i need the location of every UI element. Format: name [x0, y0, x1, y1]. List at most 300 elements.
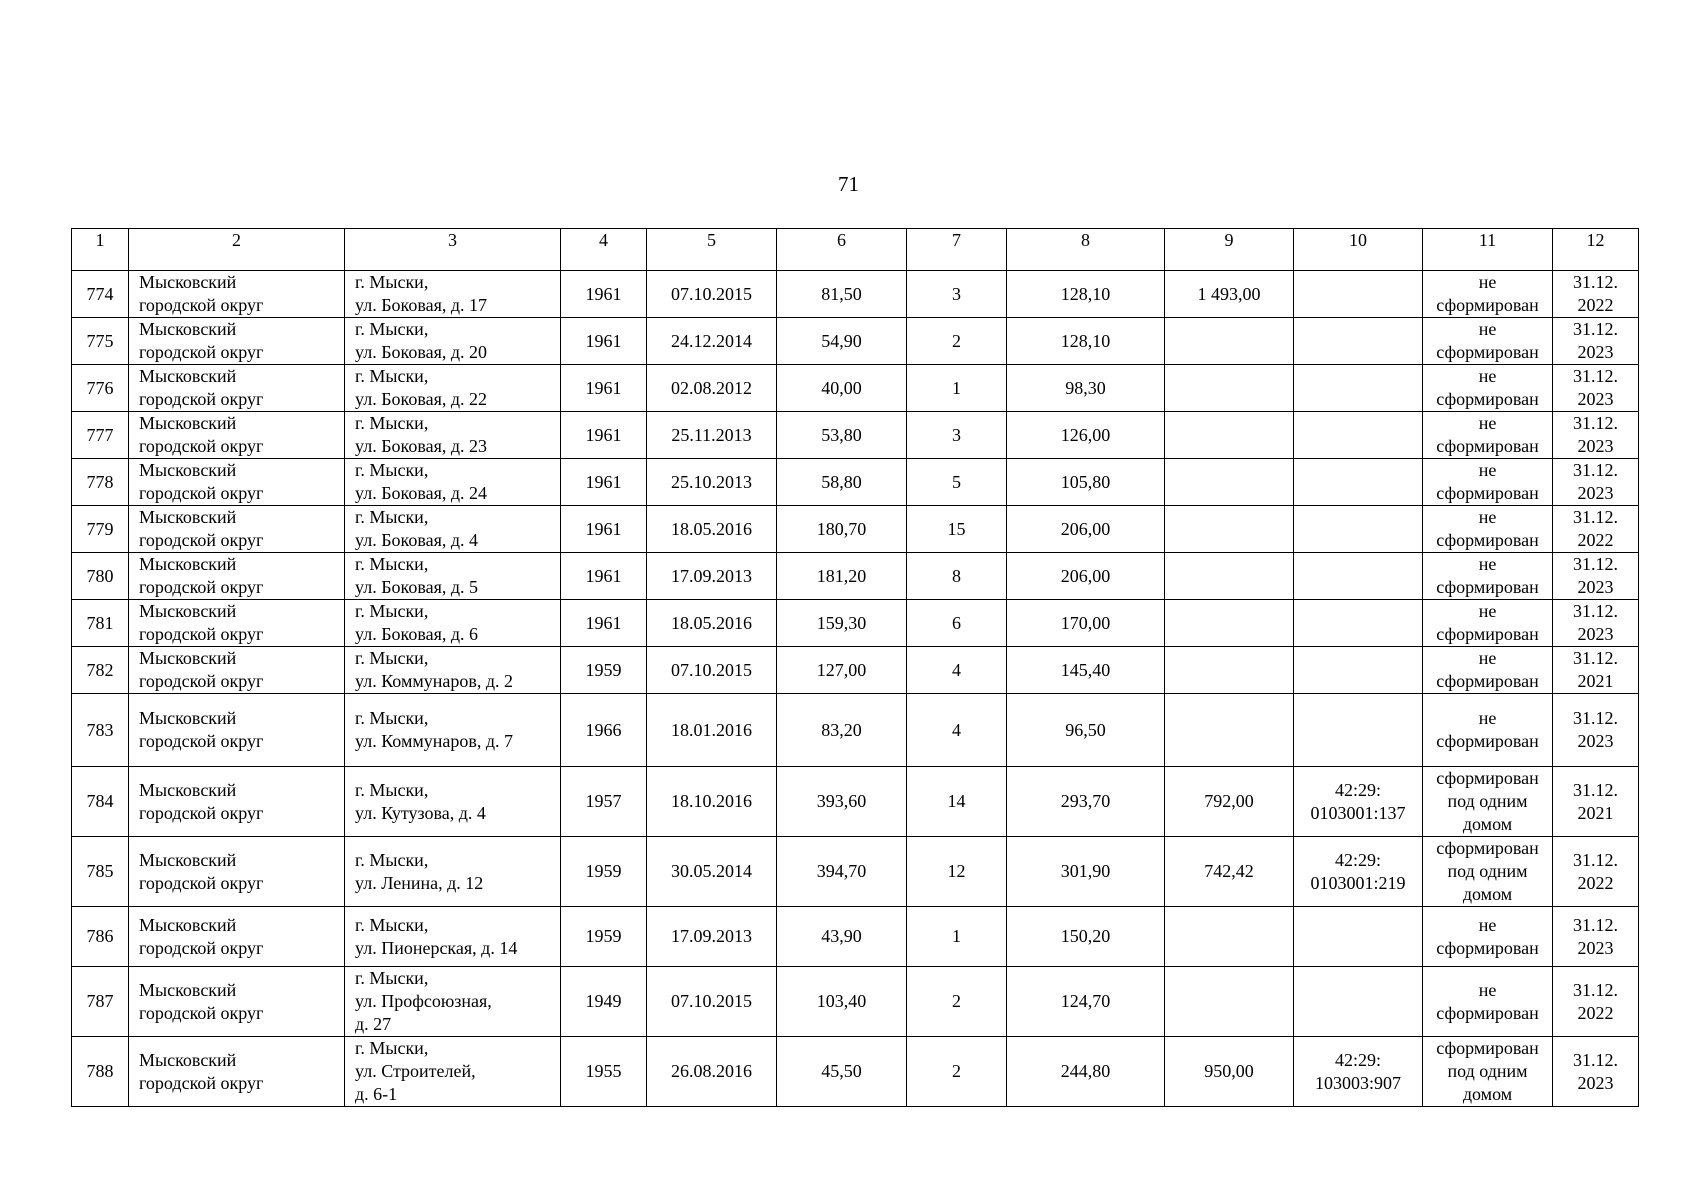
deadline-line: 2023 [1577, 577, 1614, 597]
deadline-line: 31.12. [1573, 272, 1618, 292]
column-6-cell: 54,90 [777, 318, 907, 365]
deadline-line: 31.12. [1573, 413, 1618, 433]
column-header-3: 3 [345, 229, 561, 271]
municipality-cell [129, 553, 345, 600]
header-row [72, 229, 1639, 271]
deadline-line: 31.12. [1573, 319, 1618, 339]
address-line: г. Мыски, [355, 554, 429, 574]
deadline-cell [1553, 600, 1639, 647]
column-7-cell: 6 [907, 600, 1007, 647]
address-line: ул. Боковая, д. 22 [355, 389, 488, 409]
cadastral-number-line: 0103001:219 [1310, 872, 1406, 893]
municipality-line: Мысковский [139, 849, 237, 870]
land-plot-status-line: не [1478, 554, 1497, 574]
row-number-cell: 780 [72, 553, 129, 600]
deadline-line: 31.12. [1573, 914, 1618, 935]
deadline-cell [1553, 318, 1639, 365]
date-cell: 25.10.2013 [647, 459, 777, 506]
column-7-cell: 4 [907, 694, 1007, 767]
land-plot-status-line: сформирован [1436, 624, 1539, 644]
table-row [72, 271, 1639, 318]
address-cell [345, 365, 561, 412]
deadline-cell [1553, 907, 1639, 967]
table-row [72, 506, 1639, 553]
column-8-cell: 170,00 [1007, 600, 1165, 647]
address-cell [345, 767, 561, 837]
municipality-cell [129, 647, 345, 694]
column-9-cell [1165, 459, 1294, 506]
cadastral-number-cell [1294, 647, 1423, 694]
municipality-line: Мысковский [139, 914, 237, 935]
municipality-line: городской округ [139, 483, 264, 503]
deadline-line: 2022 [1577, 1002, 1614, 1023]
land-plot-status-line: не [1478, 460, 1497, 480]
address-cell [345, 318, 561, 365]
deadline-line: 2022 [1577, 872, 1614, 893]
year-cell: 1959 [561, 907, 647, 967]
column-7-cell: 2 [907, 967, 1007, 1037]
address-line: г. Мыски, [355, 1038, 429, 1058]
year-cell: 1961 [561, 600, 647, 647]
column-header-2: 2 [129, 229, 345, 271]
address-line: ул. Коммунаров, д. 2 [355, 671, 514, 691]
column-9-cell [1165, 506, 1294, 553]
column-9-cell [1165, 694, 1294, 767]
land-plot-status-cell [1423, 694, 1553, 767]
column-7-cell: 2 [907, 318, 1007, 365]
municipality-line: городской округ [139, 671, 264, 691]
year-cell: 1961 [561, 318, 647, 365]
land-plot-status-line: не [1478, 413, 1497, 433]
land-plot-status-line: сформирован [1436, 483, 1539, 503]
deadline-line: 2021 [1577, 671, 1614, 691]
column-7-cell: 12 [907, 837, 1007, 907]
land-plot-status-cell [1423, 837, 1553, 907]
column-7-cell: 3 [907, 271, 1007, 318]
column-8-cell: 244,80 [1007, 1037, 1165, 1107]
table-row [72, 1037, 1639, 1107]
municipality-line: Мысковский [139, 366, 237, 386]
row-number-cell: 786 [72, 907, 129, 967]
deadline-line: 2023 [1577, 731, 1614, 751]
deadline-line: 2023 [1577, 1072, 1614, 1093]
cadastral-number-cell [1294, 1037, 1423, 1107]
address-cell [345, 506, 561, 553]
land-plot-status-line: сформирован [1436, 436, 1539, 456]
deadline-cell [1553, 365, 1639, 412]
cadastral-number-cell [1294, 318, 1423, 365]
land-plot-status-cell [1423, 767, 1553, 837]
column-header-11: 11 [1423, 229, 1553, 271]
land-plot-status-cell [1423, 271, 1553, 318]
cadastral-number-cell [1294, 365, 1423, 412]
municipality-line: городской округ [139, 872, 264, 893]
column-6-cell: 81,50 [777, 271, 907, 318]
deadline-line: 2023 [1577, 624, 1614, 644]
table-row [72, 600, 1639, 647]
column-header-7: 7 [907, 229, 1007, 271]
land-plot-status-cell [1423, 318, 1553, 365]
column-8-cell: 128,10 [1007, 318, 1165, 365]
row-number-cell: 785 [72, 837, 129, 907]
column-9-cell [1165, 553, 1294, 600]
column-6-cell: 40,00 [777, 365, 907, 412]
deadline-line: 31.12. [1573, 648, 1618, 668]
cadastral-number-line: 42:29: [1334, 779, 1381, 800]
land-plot-status-line: не [1478, 319, 1497, 339]
address-line: ул. Профсоюзная, [355, 991, 492, 1011]
municipality-line: городской округ [139, 577, 264, 597]
table-row [72, 967, 1639, 1037]
deadline-line: 2023 [1577, 937, 1614, 958]
table-row [72, 907, 1639, 967]
land-plot-status-line: сформирован [1436, 1002, 1539, 1023]
municipality-cell [129, 365, 345, 412]
municipality-cell [129, 600, 345, 647]
address-line: г. Мыски, [355, 272, 429, 292]
deadline-line: 31.12. [1573, 507, 1618, 527]
deadline-cell [1553, 1037, 1639, 1107]
municipality-line: Мысковский [139, 460, 237, 480]
land-plot-status-cell [1423, 365, 1553, 412]
cadastral-number-cell [1294, 412, 1423, 459]
column-6-cell: 103,40 [777, 967, 907, 1037]
column-7-cell: 4 [907, 647, 1007, 694]
column-8-cell: 293,70 [1007, 767, 1165, 837]
deadline-cell [1553, 459, 1639, 506]
land-plot-status-line: под одним [1447, 1061, 1528, 1081]
land-plot-status-cell [1423, 907, 1553, 967]
date-cell: 18.05.2016 [647, 600, 777, 647]
address-line: г. Мыски, [355, 779, 429, 800]
land-plot-status-cell [1423, 600, 1553, 647]
cadastral-number-cell [1294, 600, 1423, 647]
column-7-cell: 3 [907, 412, 1007, 459]
date-cell: 26.08.2016 [647, 1037, 777, 1107]
column-9-cell [1165, 647, 1294, 694]
column-9-cell [1165, 318, 1294, 365]
year-cell: 1961 [561, 553, 647, 600]
land-plot-status-line: домом [1462, 1084, 1513, 1104]
address-cell [345, 694, 561, 767]
column-9-cell [1165, 365, 1294, 412]
municipality-cell [129, 837, 345, 907]
address-line: г. Мыски, [355, 366, 429, 386]
address-line: д. 27 [355, 1014, 392, 1034]
municipality-cell [129, 694, 345, 767]
address-line: ул. Боковая, д. 5 [355, 577, 479, 597]
column-7-cell: 8 [907, 553, 1007, 600]
column-9-cell [1165, 907, 1294, 967]
column-8-cell: 126,00 [1007, 412, 1165, 459]
date-cell: 07.10.2015 [647, 647, 777, 694]
land-plot-status-cell [1423, 967, 1553, 1037]
land-plot-status-line: сформирован [1436, 838, 1539, 858]
year-cell: 1955 [561, 1037, 647, 1107]
deadline-line: 31.12. [1573, 554, 1618, 574]
row-number-cell: 782 [72, 647, 129, 694]
address-cell [345, 271, 561, 318]
year-cell: 1961 [561, 365, 647, 412]
land-plot-status-line: не [1478, 708, 1497, 728]
deadline-line: 31.12. [1573, 708, 1618, 728]
column-7-cell: 15 [907, 506, 1007, 553]
column-6-cell: 58,80 [777, 459, 907, 506]
year-cell: 1957 [561, 767, 647, 837]
land-plot-status-line: сформирован [1436, 295, 1539, 315]
column-6-cell: 45,50 [777, 1037, 907, 1107]
date-cell: 24.12.2014 [647, 318, 777, 365]
land-plot-status-line: не [1478, 914, 1497, 935]
municipality-line: городской округ [139, 436, 264, 456]
column-header-9: 9 [1165, 229, 1294, 271]
column-8-cell: 150,20 [1007, 907, 1165, 967]
cadastral-number-cell [1294, 767, 1423, 837]
row-number-cell: 783 [72, 694, 129, 767]
address-cell [345, 600, 561, 647]
column-8-cell: 145,40 [1007, 647, 1165, 694]
table-row [72, 837, 1639, 907]
address-line: ул. Пионерская, д. 14 [355, 937, 518, 958]
year-cell: 1959 [561, 647, 647, 694]
deadline-line: 2023 [1577, 483, 1614, 503]
land-plot-status-cell [1423, 459, 1553, 506]
land-plot-status-line: сформирован [1436, 530, 1539, 550]
municipality-line: Мысковский [139, 507, 237, 527]
column-9-cell: 742,42 [1165, 837, 1294, 907]
column-7-cell: 1 [907, 907, 1007, 967]
municipality-line: городской округ [139, 342, 264, 362]
municipality-line: Мысковский [139, 272, 237, 292]
year-cell: 1949 [561, 967, 647, 1037]
address-cell [345, 1037, 561, 1107]
column-header-8: 8 [1007, 229, 1165, 271]
address-line: г. Мыски, [355, 968, 429, 988]
row-number-cell: 788 [72, 1037, 129, 1107]
year-cell: 1959 [561, 837, 647, 907]
land-plot-status-cell [1423, 1037, 1553, 1107]
address-line: г. Мыски, [355, 460, 429, 480]
year-cell: 1961 [561, 271, 647, 318]
date-cell: 17.09.2013 [647, 907, 777, 967]
column-header-12: 12 [1553, 229, 1639, 271]
table-row [72, 459, 1639, 506]
year-cell: 1961 [561, 412, 647, 459]
address-line: ул. Боковая, д. 24 [355, 483, 488, 503]
land-plot-status-line: сформирован [1436, 1038, 1539, 1058]
municipality-line: Мысковский [139, 708, 237, 728]
year-cell: 1961 [561, 459, 647, 506]
row-number-cell: 776 [72, 365, 129, 412]
row-number-cell: 784 [72, 767, 129, 837]
row-number-cell: 779 [72, 506, 129, 553]
table-row [72, 767, 1639, 837]
municipality-line: Мысковский [139, 601, 237, 621]
date-cell: 02.08.2012 [647, 365, 777, 412]
deadline-cell [1553, 412, 1639, 459]
cadastral-number-cell [1294, 553, 1423, 600]
land-plot-status-line: сформирован [1436, 731, 1539, 751]
column-9-cell: 950,00 [1165, 1037, 1294, 1107]
address-cell [345, 647, 561, 694]
deadline-line: 31.12. [1573, 979, 1618, 1000]
column-8-cell: 96,50 [1007, 694, 1165, 767]
deadline-line: 2023 [1577, 389, 1614, 409]
deadline-line: 2023 [1577, 436, 1614, 456]
land-plot-status-line: не [1478, 979, 1497, 1000]
page-number: 71 [838, 172, 859, 196]
column-6-cell: 43,90 [777, 907, 907, 967]
land-plot-status-line: сформирован [1436, 577, 1539, 597]
address-cell [345, 459, 561, 506]
address-line: г. Мыски, [355, 601, 429, 621]
cadastral-number-line: 103003:907 [1314, 1072, 1401, 1093]
cadastral-number-cell [1294, 506, 1423, 553]
column-8-cell: 124,70 [1007, 967, 1165, 1037]
deadline-cell [1553, 767, 1639, 837]
table-row [72, 647, 1639, 694]
column-8-cell: 105,80 [1007, 459, 1165, 506]
column-header-6: 6 [777, 229, 907, 271]
municipality-cell [129, 412, 345, 459]
municipality-line: Мысковский [139, 779, 237, 800]
table-row [72, 318, 1639, 365]
address-line: г. Мыски, [355, 849, 429, 870]
municipality-cell [129, 1037, 345, 1107]
land-plot-status-line: домом [1462, 884, 1513, 904]
land-plot-status-line: не [1478, 366, 1497, 386]
municipality-cell [129, 967, 345, 1037]
column-9-cell [1165, 600, 1294, 647]
land-plot-status-line: под одним [1447, 791, 1528, 811]
date-cell: 07.10.2015 [647, 271, 777, 318]
row-number-cell: 775 [72, 318, 129, 365]
deadline-line: 2021 [1577, 802, 1614, 823]
cadastral-number-cell [1294, 967, 1423, 1037]
column-6-cell: 394,70 [777, 837, 907, 907]
deadline-cell [1553, 271, 1639, 318]
deadline-line: 31.12. [1573, 460, 1618, 480]
deadline-line: 31.12. [1573, 1049, 1618, 1070]
table-row [72, 412, 1639, 459]
municipality-cell [129, 907, 345, 967]
municipality-line: городской округ [139, 295, 264, 315]
municipality-line: городской округ [139, 731, 264, 751]
table-row [72, 553, 1639, 600]
municipality-cell [129, 506, 345, 553]
land-plot-status-line: сформирован [1436, 937, 1539, 958]
cadastral-number-line: 42:29: [1334, 849, 1381, 870]
row-number-cell: 774 [72, 271, 129, 318]
deadline-cell [1553, 506, 1639, 553]
land-plot-status-line: не [1478, 507, 1497, 527]
municipality-line: городской округ [139, 1002, 264, 1023]
municipality-cell [129, 271, 345, 318]
cadastral-number-cell [1294, 271, 1423, 318]
deadline-line: 31.12. [1573, 601, 1618, 621]
deadline-cell [1553, 553, 1639, 600]
cadastral-number-cell [1294, 837, 1423, 907]
deadline-line: 2023 [1577, 342, 1614, 362]
column-6-cell: 393,60 [777, 767, 907, 837]
column-header-4: 4 [561, 229, 647, 271]
deadline-cell [1553, 837, 1639, 907]
cadastral-number-cell [1294, 459, 1423, 506]
land-plot-status-line: сформирован [1436, 389, 1539, 409]
column-7-cell: 5 [907, 459, 1007, 506]
address-line: ул. Боковая, д. 20 [355, 342, 488, 362]
deadline-line: 31.12. [1573, 366, 1618, 386]
address-line: ул. Боковая, д. 23 [355, 436, 488, 456]
municipality-line: городской округ [139, 1072, 264, 1093]
table-row [72, 694, 1639, 767]
table-body [72, 271, 1639, 1107]
municipality-line: Мысковский [139, 319, 237, 339]
municipality-line: Мысковский [139, 979, 237, 1000]
municipality-line: городской округ [139, 530, 264, 550]
column-header-1: 1 [72, 229, 129, 271]
address-line: ул. Коммунаров, д. 7 [355, 731, 514, 751]
column-header-5: 5 [647, 229, 777, 271]
address-line: г. Мыски, [355, 507, 429, 527]
date-cell: 17.09.2013 [647, 553, 777, 600]
housing-registry-table [71, 228, 1639, 1107]
row-number-cell: 781 [72, 600, 129, 647]
address-line: ул. Строителей, [355, 1061, 476, 1081]
address-cell [345, 837, 561, 907]
column-7-cell: 1 [907, 365, 1007, 412]
column-9-cell [1165, 412, 1294, 459]
table-row [72, 365, 1639, 412]
address-line: г. Мыски, [355, 708, 429, 728]
column-9-cell: 1 493,00 [1165, 271, 1294, 318]
date-cell: 18.01.2016 [647, 694, 777, 767]
year-cell: 1961 [561, 506, 647, 553]
address-line: ул. Ленина, д. 12 [355, 872, 484, 893]
column-8-cell: 301,90 [1007, 837, 1165, 907]
land-plot-status-cell [1423, 553, 1553, 600]
municipality-line: Мысковский [139, 1049, 237, 1070]
municipality-line: городской округ [139, 937, 264, 958]
deadline-cell [1553, 694, 1639, 767]
municipality-line: Мысковский [139, 554, 237, 574]
column-8-cell: 128,10 [1007, 271, 1165, 318]
column-7-cell: 2 [907, 1037, 1007, 1107]
date-cell: 25.11.2013 [647, 412, 777, 459]
deadline-line: 2022 [1577, 295, 1614, 315]
deadline-line: 2022 [1577, 530, 1614, 550]
land-plot-status-cell [1423, 506, 1553, 553]
deadline-line: 31.12. [1573, 849, 1618, 870]
column-9-cell: 792,00 [1165, 767, 1294, 837]
address-line: г. Мыски, [355, 319, 429, 339]
land-plot-status-line: сформирован [1436, 342, 1539, 362]
land-plot-status-line: сформирован [1436, 768, 1539, 788]
column-8-cell: 206,00 [1007, 553, 1165, 600]
year-cell: 1966 [561, 694, 647, 767]
column-7-cell: 14 [907, 767, 1007, 837]
address-line: ул. Боковая, д. 4 [355, 530, 479, 550]
address-cell [345, 553, 561, 600]
land-plot-status-line: под одним [1447, 861, 1528, 881]
land-plot-status-cell [1423, 412, 1553, 459]
municipality-line: Мысковский [139, 648, 237, 668]
column-6-cell: 83,20 [777, 694, 907, 767]
column-header-10: 10 [1294, 229, 1423, 271]
municipality-line: городской округ [139, 802, 264, 823]
address-line: ул. Кутузова, д. 4 [355, 802, 486, 823]
column-8-cell: 206,00 [1007, 506, 1165, 553]
